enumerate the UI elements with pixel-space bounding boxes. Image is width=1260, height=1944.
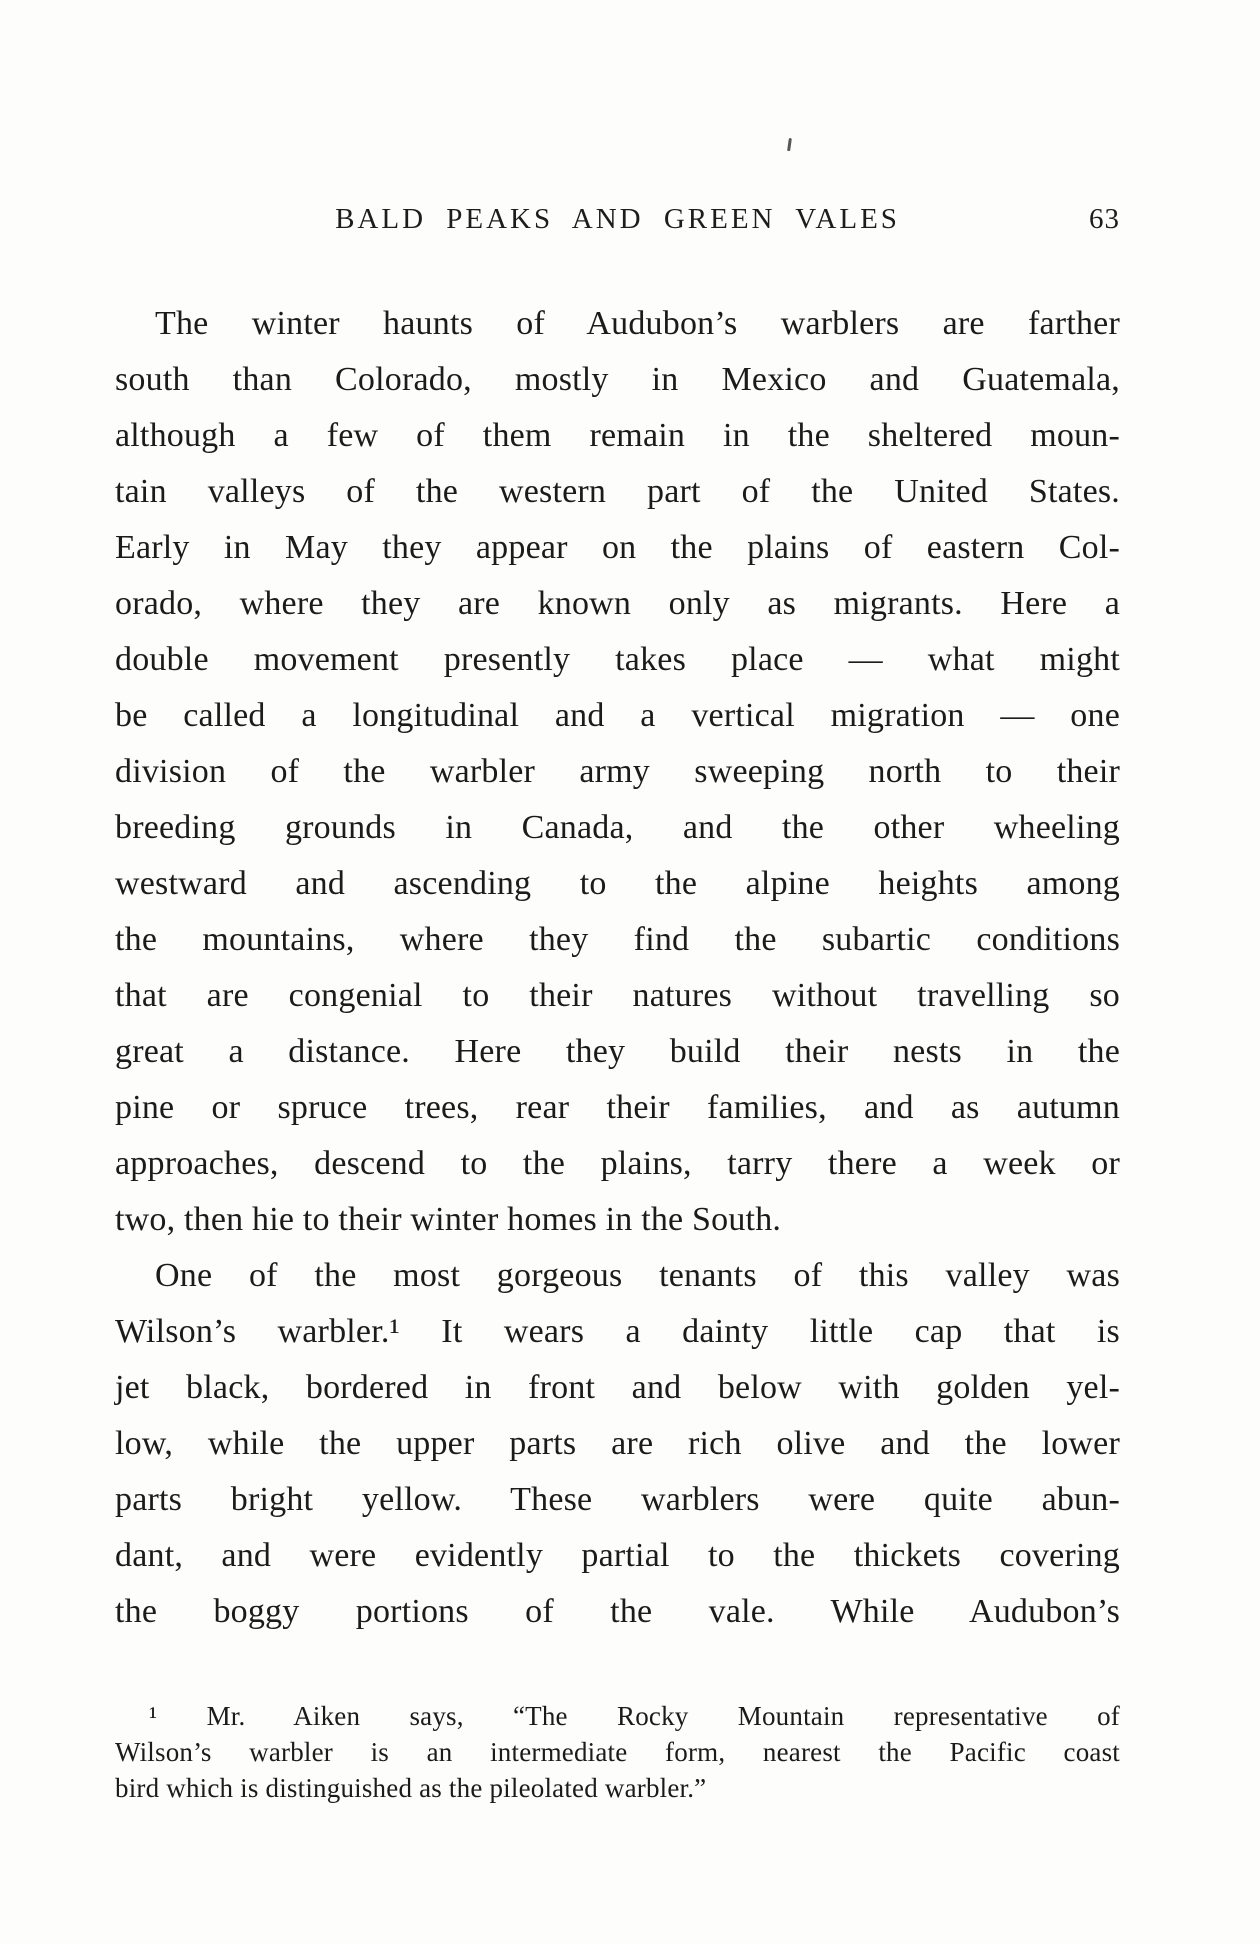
- body-text-line: be called a longitudinal and a vertical migration — one: [115, 697, 1120, 734]
- running-title: BALD PEAKS AND GREEN VALES: [335, 203, 900, 235]
- body-text-line: The winter haunts of Audubon’s warblers are farther: [155, 305, 1120, 342]
- body-text-line: south than Colorado, mostly in Mexico and Guatemala,: [115, 361, 1120, 398]
- page-header: [115, 203, 1120, 236]
- footnote-text-line: bird which is distinguished as the pileolated warbler.”: [115, 1773, 707, 1803]
- body-text-line: that are congenial to their natures without travelling so: [115, 977, 1120, 1014]
- paragraph-2: [115, 1248, 1120, 1640]
- page-body: [115, 296, 1120, 1640]
- body-text-line: approaches, descend to the plains, tarry there a week or: [115, 1145, 1120, 1182]
- body-text-line: Early in May they appear on the plains of eastern Col-: [115, 529, 1120, 566]
- body-text-line: dant, and were evidently partial to the thickets covering: [115, 1537, 1120, 1574]
- body-text-line: parts bright yellow. These warblers were quite abun-: [115, 1481, 1120, 1518]
- footnote-text: [115, 1698, 1120, 1806]
- body-text-line: two, then hie to their winter homes in the South.: [115, 1201, 782, 1238]
- body-text-line: the mountains, where they find the subartic conditions: [115, 921, 1120, 958]
- body-text-line: breeding grounds in Canada, and the other wheeling: [115, 809, 1120, 846]
- body-text-line: low, while the upper parts are rich olive and the lower: [115, 1425, 1120, 1462]
- body-text-line: westward and ascending to the alpine heights among: [115, 865, 1120, 902]
- scan-artifact-mark: [787, 138, 792, 151]
- body-text-line: tain valleys of the western part of the United States.: [115, 473, 1120, 510]
- body-text-line: the boggy portions of the vale. While Audubon’s: [115, 1593, 1120, 1630]
- footnote-text-line: ¹ Mr. Aiken says, “The Rocky Mountain representative of: [149, 1701, 1120, 1731]
- footnote-text-line: Wilson’s warbler is an intermediate form, nearest the Pacific coast: [115, 1737, 1120, 1767]
- paragraph-1: [115, 296, 1120, 1248]
- body-text-line: pine or spruce trees, rear their families, and as autumn: [115, 1089, 1120, 1126]
- body-text-line: jet black, bordered in front and below with golden yel-: [115, 1369, 1120, 1406]
- body-text-line: One of the most gorgeous tenants of this valley was: [155, 1257, 1120, 1294]
- body-text-line: great a distance. Here they build their nests in the: [115, 1033, 1120, 1070]
- body-text-line: orado, where they are known only as migrants. Here a: [115, 585, 1120, 622]
- page-number: 63: [1089, 203, 1120, 235]
- body-text-line: division of the warbler army sweeping north to their: [115, 753, 1120, 790]
- body-text-line: although a few of them remain in the sheltered moun-: [115, 417, 1120, 454]
- body-text-line: double movement presently takes place — what might: [115, 641, 1120, 678]
- footnote: [115, 1698, 1120, 1806]
- body-text-line: Wilson’s warbler.¹ It wears a dainty little cap that is: [115, 1313, 1120, 1350]
